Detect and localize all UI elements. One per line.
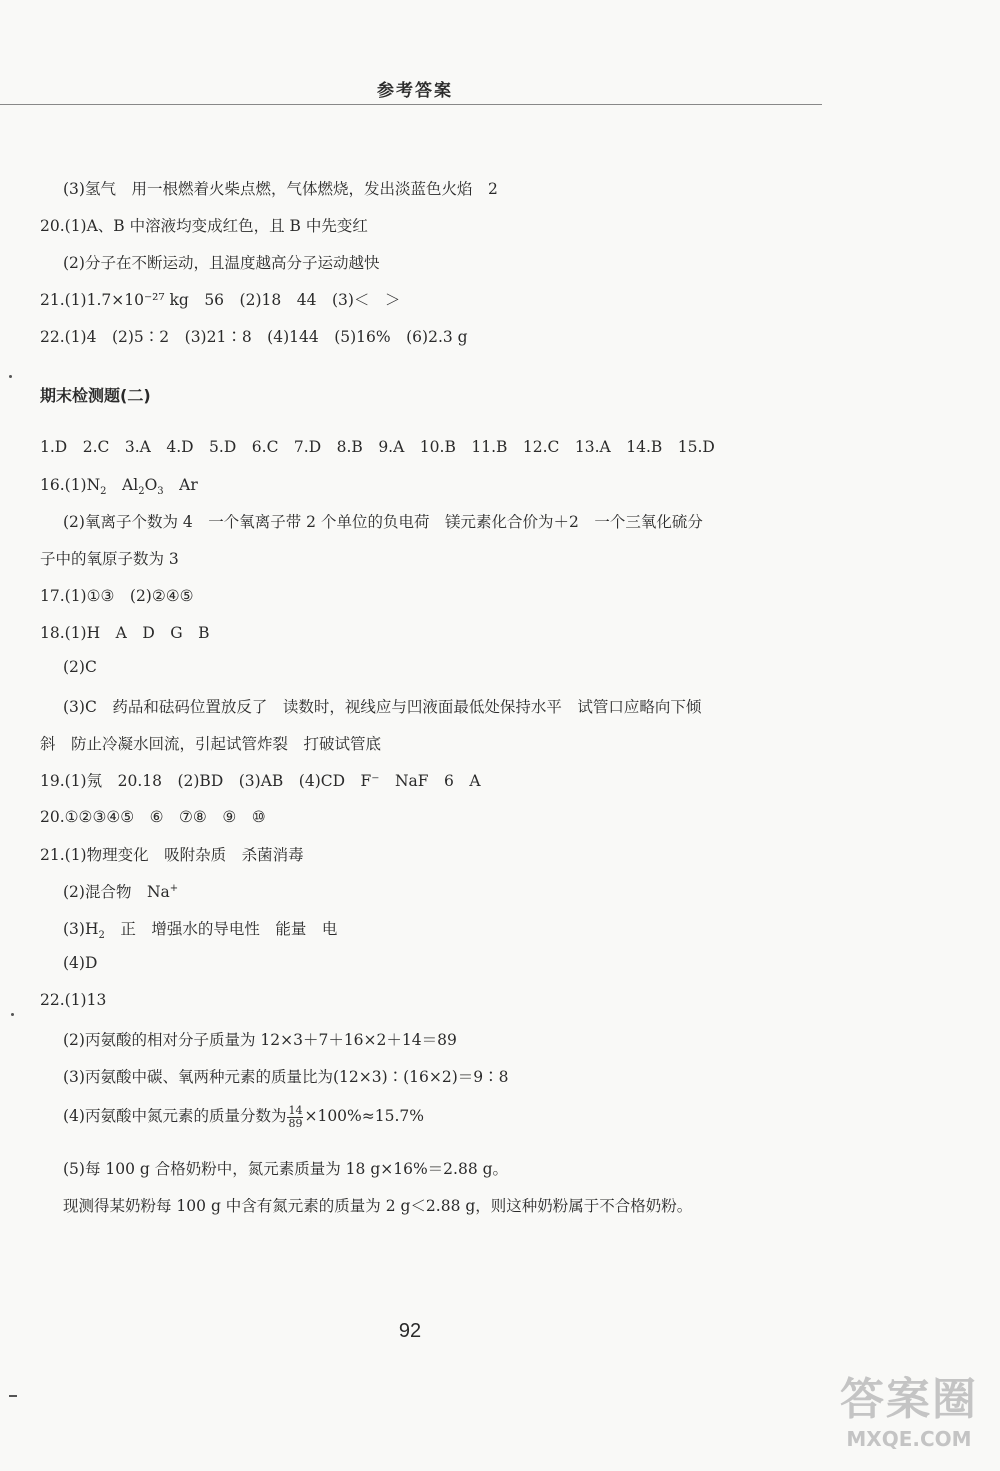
answer-line: (2)C [63,658,97,676]
answer-line: 17.(1)①③ (2)②④⑤ [40,587,194,605]
answer-line-22-4: (4)丙氨酸中氮元素的质量分数为 $\frac{14}{89}$ ×100%≈15.7% [63,1103,424,1130]
answer-line: 斜 防止冷凝水回流，引起试管炸裂 打破试管底 [40,735,382,753]
answer-line: (4)D [63,954,98,972]
section-title: 期末检测题(二) [40,386,151,405]
answer-line: 21.(1)物理变化 吸附杂质 杀菌消毒 [40,846,304,864]
answer-line: 现测得某奶粉每 100 g 中含有氮元素的质量为 2 g＜2.88 g，则这种奶粉属于不合格奶粉。 [63,1197,693,1215]
watermark-sub: MXQE.COM [846,1427,972,1451]
answer-line: (3)C 药品和砝码位置放反了 读数时，视线应与凹液面最低处保持水平 试管口应略向下倾 [63,698,702,716]
answer-line: 21.(1)1.7×10⁻²⁷ kg 56 (2)18 44 (3)＜ ＞ [40,291,401,309]
watermark-main: 答案圈 [840,1374,978,1425]
scan-speck [9,1395,17,1397]
watermark-logo [840,1363,978,1451]
answer-line: 22.(1)13 [40,991,107,1009]
answer-line: (3)氢气 用一根燃着火柴点燃，气体燃烧，发出淡蓝色火焰 2 [63,180,498,198]
answer-line-16-1: $16.(1)N_2$ $Al_2O_3$ Ar [40,476,198,498]
multiple-choice-answers: 1.D 2.C 3.A 4.D 5.D 6.C 7.D 8.B 9.A 10.B 11.B 12.C 13.A 14.B 15.D [40,438,715,456]
answer-line: (2)氧离子个数为 4 一个氧离子带 2 个单位的负电荷 镁元素化合价为＋2 一个三氧化硫分 [63,513,703,531]
answer-line: 22.(1)4 (2)5∶2 (3)21∶8 (4)144 (5)16% (6)2.3 g [40,328,468,346]
answer-line-21-3: $(3)H_2$ 正 增强水的导电性 能量 电 [63,920,338,942]
page-header-title: 参考答案 [377,81,453,101]
scan-speck [9,375,12,378]
answer-line: 18.(1)H A D G B [40,624,210,642]
answer-line: (2)分子在不断运动，且温度越高分子运动越快 [63,254,380,272]
answer-line-21-2: (2)混合物 Na+ [63,882,179,901]
answer-line: 子中的氧原子数为 3 [40,550,179,568]
scan-speck [11,1013,14,1016]
page-number: 92 [398,1320,422,1342]
answer-line: 20.(1)A、B 中溶液均变成红色，且 B 中先变红 [40,217,368,235]
fraction: $\frac{14}{89}$ [288,1103,303,1130]
answer-line: 20.①②③④⑤ ⑥ ⑦⑧ ⑨ ⑩ [40,808,266,826]
answer-line: 19.(1)氖 20.18 (2)BD (3)AB (4)CD F⁻ NaF 6 A [40,772,481,790]
answer-line: (3)丙氨酸中碳、氧两种元素的质量比为(12×3)∶(16×2)＝9∶8 [63,1068,509,1086]
header-divider [0,104,822,105]
answer-line: (5)每 100 g 合格奶粉中，氮元素质量为 18 g×16%＝2.88 g。 [63,1160,509,1178]
answer-line: (2)丙氨酸的相对分子质量为 12×3＋7＋16×2＋14＝89 [63,1031,457,1049]
